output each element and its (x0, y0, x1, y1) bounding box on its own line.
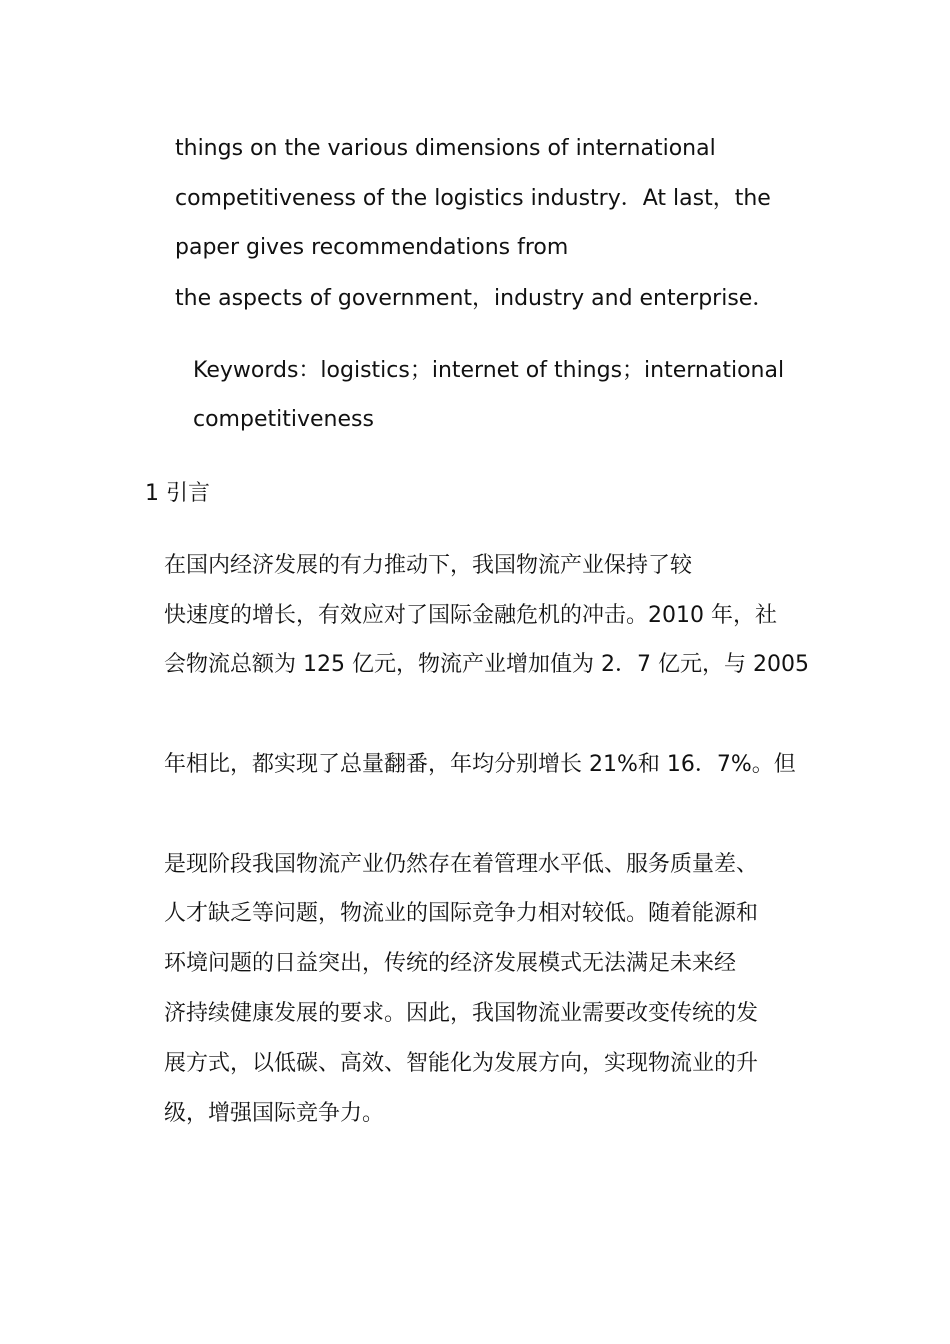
body-line: 是现阶段我国物流产业仍然存在着管理水平低、服务质量差、 (164, 852, 759, 877)
body-line: 快速度的增长，有效应对了国际金融危机的冲击。2010 年，社 (164, 603, 777, 628)
body-line: 年相比，都实现了总量翻番，年均分别增长 21%和 16．7%。但 (164, 752, 796, 777)
body-line: 在国内经济发展的有力推动下，我国物流产业保持了较 (164, 553, 693, 578)
abstract-line: things on the various dimensions of international (175, 136, 716, 161)
body-line: 展方式，以低碳、高效、智能化为发展方向，实现物流业的升 (164, 1051, 759, 1076)
keywords-line: competitiveness (193, 407, 374, 432)
keywords-line: Keywords：logistics；internet of things；international (193, 358, 785, 383)
body-line: 级，增强国际竞争力。 (164, 1101, 385, 1126)
body-line: 环境问题的日益突出，传统的经济发展模式无法满足未来经 (164, 951, 737, 976)
section-heading: 1 引言 (145, 481, 210, 506)
body-line: 济持续健康发展的要求。因此，我国物流业需要改变传统的发 (164, 1001, 759, 1026)
abstract-line: paper gives recommendations from (175, 235, 569, 260)
abstract-line: competitiveness of the logistics industry．At last，the (175, 186, 771, 211)
abstract-line: the aspects of government，industry and enterprise． (175, 286, 775, 311)
body-line: 会物流总额为 125 亿元，物流产业增加值为 2．7 亿元，与 2005 (164, 652, 809, 677)
body-line: 人才缺乏等问题，物流业的国际竞争力相对较低。随着能源和 (164, 901, 759, 926)
